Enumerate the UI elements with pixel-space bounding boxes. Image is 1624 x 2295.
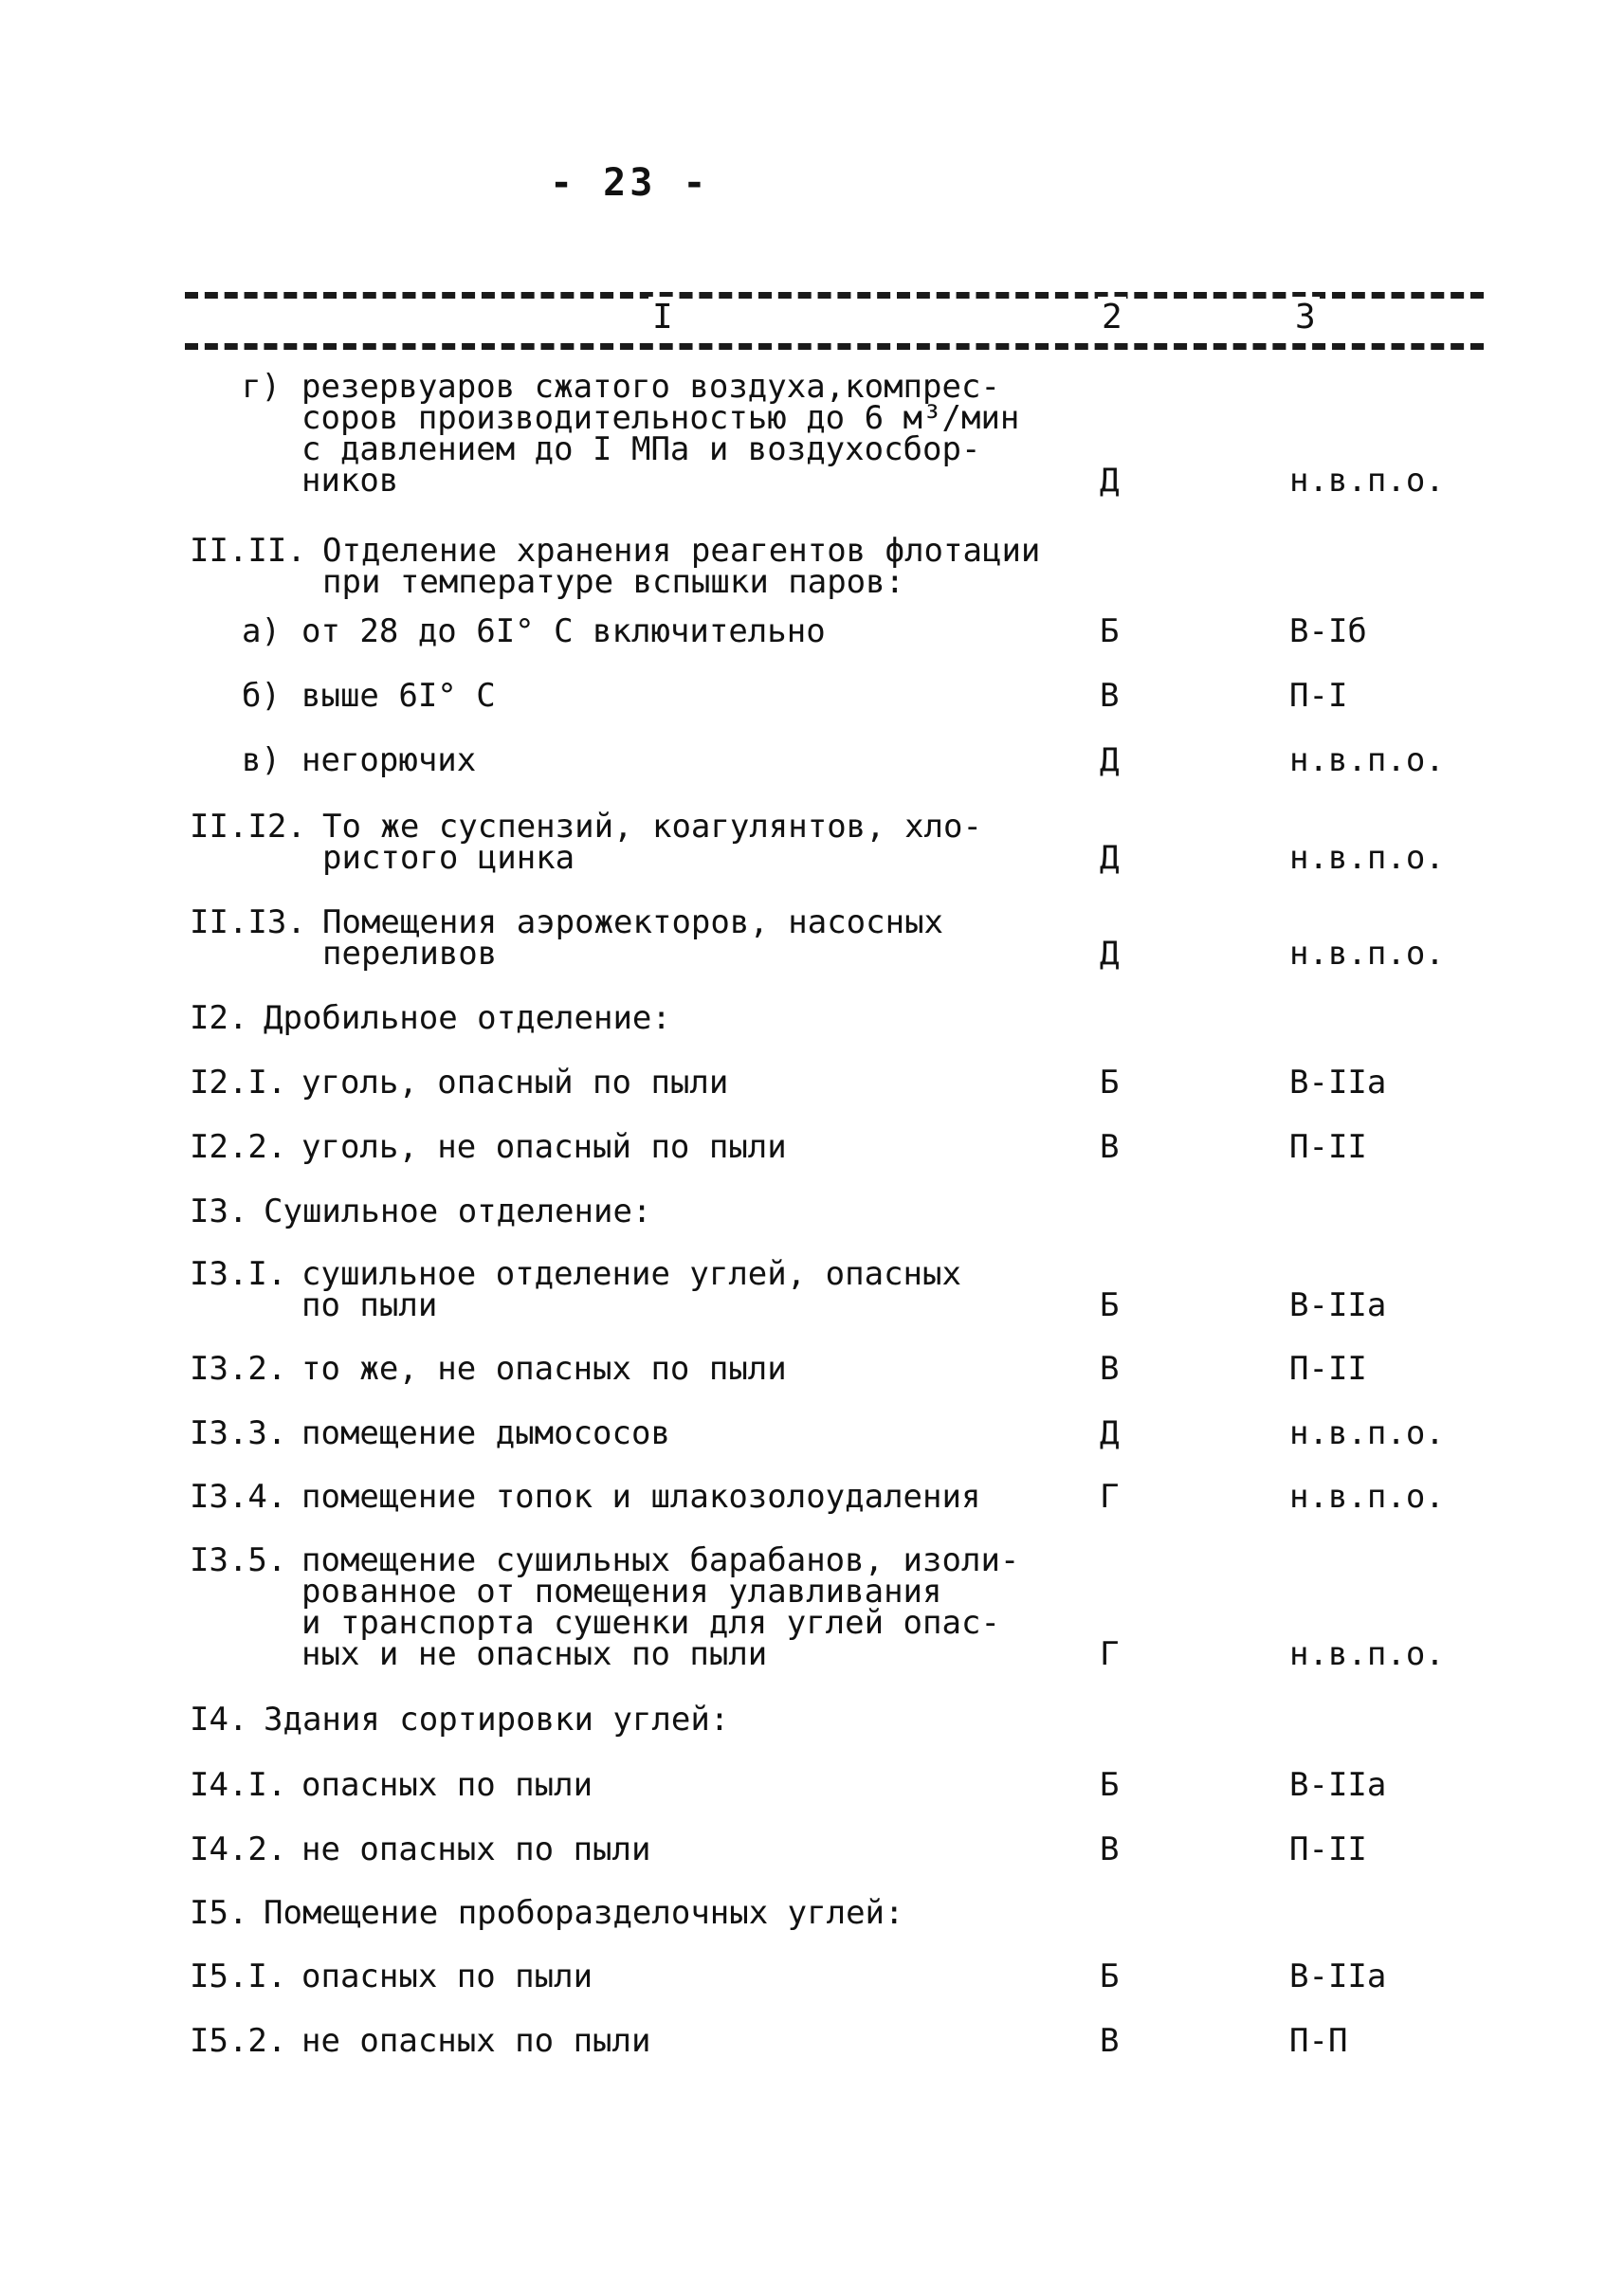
row-number: I2.2. <box>190 1128 287 1166</box>
row-description: Здания сортировки углей: <box>264 1701 730 1739</box>
row-number: I3.2. <box>190 1350 287 1388</box>
row-category: Б <box>1100 612 1120 650</box>
row-description: Отделение хранения реагентов флотации при температуре вспышки паров: <box>322 532 1041 601</box>
row-number: I2.I. <box>190 1064 287 1102</box>
row-description: То же суспензий, коагулянтов, хло- ристого цинка <box>322 808 982 877</box>
row-number: а) <box>242 612 281 650</box>
row-category: Д <box>1100 741 1120 779</box>
row-number: II.I2. <box>190 808 306 846</box>
row-class: н.в.п.о. <box>1289 1414 1445 1452</box>
row-number: в) <box>242 741 281 779</box>
column-header-3: 3 <box>1291 297 1320 338</box>
row-class: П-I <box>1289 677 1348 715</box>
row-description: помещение сушильных барабанов, изоли- рованное от помещения улавливания и транспорта сушенки для углей опас- ных и не опасных по пыли <box>301 1541 1020 1673</box>
column-header-1: I <box>648 297 677 338</box>
row-number: I5.I. <box>190 1958 287 1995</box>
row-number: I3.4. <box>190 1478 287 1516</box>
row-description: опасных по пыли <box>301 1766 593 1804</box>
row-class: н.в.п.о. <box>1289 1635 1445 1673</box>
row-class: В-IIа <box>1289 1958 1387 1995</box>
row-description: от 28 до 6I° С включительно <box>301 612 826 650</box>
row-class: В-IIа <box>1289 1064 1387 1102</box>
row-number: б) <box>242 677 281 715</box>
row-category: В <box>1100 1831 1120 1868</box>
row-category: В <box>1100 677 1120 715</box>
row-class: В-IIа <box>1289 1766 1387 1804</box>
row-number: I5.2. <box>190 2022 287 2060</box>
row-description: помещение дымососов <box>301 1414 670 1452</box>
row-class: В-IIа <box>1289 1286 1387 1324</box>
row-class: н.в.п.о. <box>1289 1478 1445 1516</box>
row-number: I3.3. <box>190 1414 287 1452</box>
row-class: н.в.п.о. <box>1289 462 1445 500</box>
row-number: I3.I. <box>190 1255 287 1293</box>
row-number: I4.2. <box>190 1831 287 1868</box>
row-description: Дробильное отделение: <box>264 999 671 1037</box>
row-class: П-II <box>1289 1831 1367 1868</box>
row-class: н.в.п.о. <box>1289 741 1445 779</box>
page-number: - 23 - <box>550 161 710 205</box>
row-category: Д <box>1100 839 1120 877</box>
row-class: н.в.п.о. <box>1289 839 1445 877</box>
row-class: н.в.п.о. <box>1289 935 1445 973</box>
row-description: не опасных по пыли <box>301 2022 651 2060</box>
row-number: I3.5. <box>190 1541 287 1579</box>
row-description: Сушильное отделение: <box>264 1193 652 1230</box>
column-header-2: 2 <box>1098 297 1126 338</box>
row-class: П-II <box>1289 1350 1367 1388</box>
row-class: П-П <box>1289 2022 1348 2060</box>
row-description: выше 6I° С <box>301 677 496 715</box>
row-number: I5. <box>190 1894 248 1932</box>
row-description: помещение топок и шлакозолоудаления <box>301 1478 981 1516</box>
row-number: I2. <box>190 999 248 1037</box>
row-category: Б <box>1100 1286 1120 1324</box>
row-category: В <box>1100 2022 1120 2060</box>
row-category: Г <box>1100 1478 1120 1516</box>
row-class: В-Iб <box>1289 612 1367 650</box>
row-category: Д <box>1100 462 1120 500</box>
row-category: В <box>1100 1128 1120 1166</box>
row-category: Г <box>1100 1635 1120 1673</box>
row-description: резервуаров сжатого воздуха,компрес- соров производительностью до 6 м³/мин с давлением до I МПа и воздухосбор- ников <box>301 368 1020 500</box>
row-category: Б <box>1100 1958 1120 1995</box>
row-description: не опасных по пыли <box>301 1831 651 1868</box>
row-number: II.II. <box>190 532 306 570</box>
row-number: II.I3. <box>190 903 306 941</box>
row-description: уголь, не опасный по пыли <box>301 1128 787 1166</box>
row-description: сушильное отделение углей, опасных по пыли <box>301 1255 961 1324</box>
row-description: опасных по пыли <box>301 1958 593 1995</box>
row-number: I4.I. <box>190 1766 287 1804</box>
row-description: Помещение пробоpазделочных углей: <box>264 1894 904 1932</box>
row-number: I3. <box>190 1193 248 1230</box>
row-description: уголь, опасный по пыли <box>301 1064 729 1102</box>
row-category: В <box>1100 1350 1120 1388</box>
row-description: то же, не опасных по пыли <box>301 1350 787 1388</box>
row-class: П-II <box>1289 1128 1367 1166</box>
row-number: I4. <box>190 1701 248 1739</box>
row-category: Б <box>1100 1766 1120 1804</box>
row-category: Д <box>1100 1414 1120 1452</box>
row-category: Д <box>1100 935 1120 973</box>
row-description: Помещения аэрожекторов, насосных переливов <box>322 903 944 973</box>
row-category: Б <box>1100 1064 1120 1102</box>
row-number: г) <box>242 368 281 406</box>
row-description: негорючих <box>301 741 477 779</box>
